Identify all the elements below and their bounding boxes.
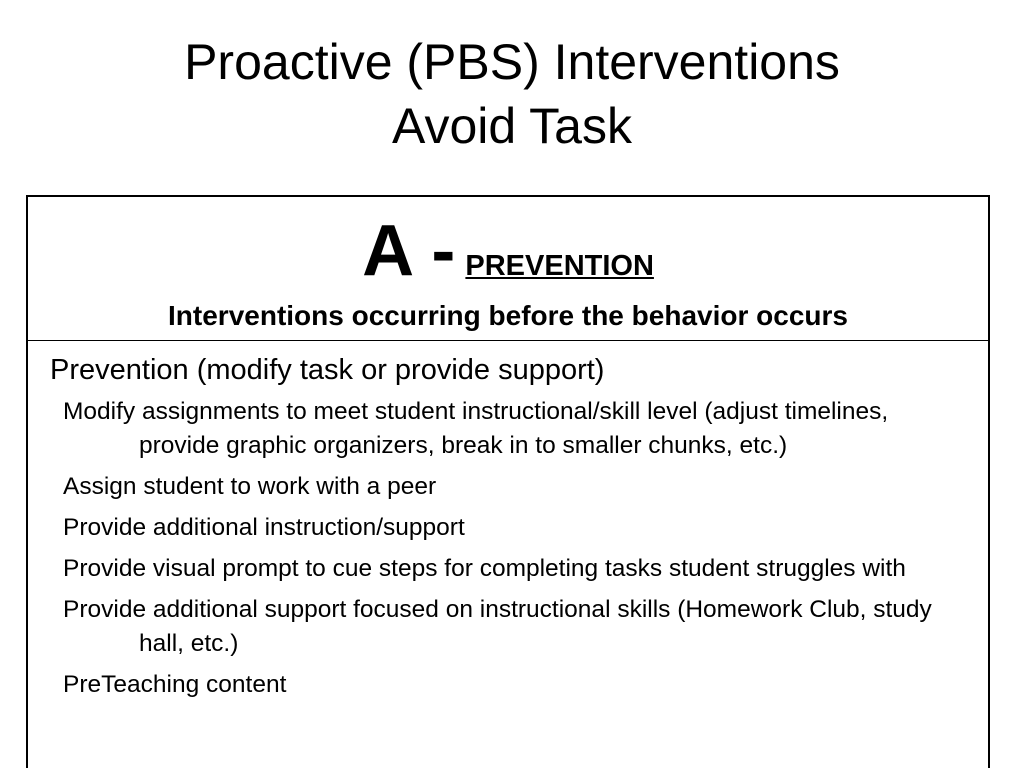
header-subtitle: Interventions occurring before the behavior occurs [168,300,848,331]
header-letter: A - [362,211,456,291]
slide-title-line-2: Avoid Task [392,98,632,154]
header-heading [28,211,988,311]
header-prevention-label: PREVENTION [465,250,654,282]
list-item: Provide additional instruction/support [63,514,465,541]
list-item: Provide additional support focused on instructional skills (Homework Club, study hall, etc.) [63,596,932,657]
list-item: Provide visual prompt to cue steps for completing tasks student struggles with [63,555,906,582]
section-heading: Prevention (modify task or provide support) [50,354,605,386]
intervention-list [28,395,988,709]
prevention-table [26,195,990,768]
list-item: PreTeaching content [63,671,287,698]
table-header-cell [28,197,988,341]
slide-title [0,30,1024,158]
slide-title-line-1: Proactive (PBS) Interventions [184,34,840,90]
list-item: Assign student to work with a peer [63,473,437,500]
list-item: Modify assignments to meet student instructional/skill level (adjust timelines, provide graphic organizers, break in to smaller chunks, etc.) [63,398,889,459]
